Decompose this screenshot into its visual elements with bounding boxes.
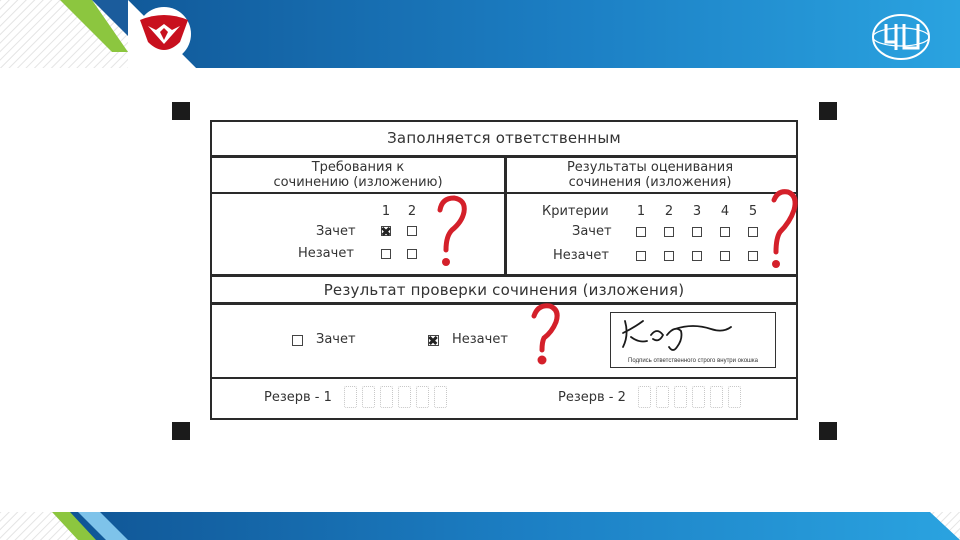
question-mark-icon (432, 194, 472, 270)
final-pass-label: Зачет (316, 332, 356, 347)
criteria-col-1: 1 (636, 204, 646, 219)
requirements-header-line1: Требования к (311, 160, 405, 175)
reserve1-label: Резерв - 1 (264, 390, 332, 405)
results-header-line1: Результаты оценивания (566, 160, 734, 175)
requirements-fail-label: Незачет (298, 246, 354, 261)
criteria-fail-label: Незачет (553, 248, 609, 263)
criteria-col-5: 5 (748, 204, 758, 219)
criteria-col-2: 2 (664, 204, 674, 219)
criteria-fail-1-checkbox[interactable] (636, 251, 646, 261)
requirements-fail-1-checkbox[interactable] (381, 249, 391, 259)
footer-bar (0, 512, 960, 540)
criteria-col-4: 4 (720, 204, 730, 219)
criteria-pass-1-checkbox[interactable] (636, 227, 646, 237)
requirements-pass-1-checkbox[interactable] (381, 226, 391, 236)
signature-box[interactable] (610, 312, 776, 368)
criteria-label: Критерии (542, 204, 609, 219)
criteria-pass-5-checkbox[interactable] (748, 227, 758, 237)
criteria-fail-3-checkbox[interactable] (692, 251, 702, 261)
criteria-pass-3-checkbox[interactable] (692, 227, 702, 237)
institute-logo-icon (870, 12, 932, 62)
results-header-line2: сочинения (изложения) (568, 175, 732, 190)
criteria-fail-5-checkbox[interactable] (748, 251, 758, 261)
requirements-fail-2-checkbox[interactable] (407, 249, 417, 259)
emblem-icon (134, 6, 194, 62)
header-bar (0, 0, 960, 68)
requirements-pass-label: Зачет (316, 224, 356, 239)
criteria-pass-label: Зачет (572, 224, 612, 239)
form-title: Заполняется ответственным (387, 129, 621, 147)
question-mark-icon (764, 186, 804, 272)
reserve2-label: Резерв - 2 (558, 390, 626, 405)
registration-marker-bottom-left (172, 422, 190, 440)
registration-marker-top-right (819, 102, 837, 120)
criteria-fail-2-checkbox[interactable] (664, 251, 674, 261)
registration-marker-bottom-right (819, 422, 837, 440)
final-fail-checkbox[interactable] (428, 335, 439, 346)
registration-marker-top-left (172, 102, 190, 120)
criteria-pass-2-checkbox[interactable] (664, 227, 674, 237)
criteria-col-3: 3 (692, 204, 702, 219)
question-mark-icon (528, 302, 568, 368)
signature-caption: Подпись ответственного строго внутри окошка (628, 358, 758, 364)
requirements-header-line2: сочинению (изложению) (273, 175, 443, 190)
criteria-fail-4-checkbox[interactable] (720, 251, 730, 261)
evaluation-form (210, 120, 798, 420)
check-result-title: Результат проверки сочинения (изложения) (323, 281, 685, 299)
criteria-pass-4-checkbox[interactable] (720, 227, 730, 237)
final-fail-label: Незачет (452, 332, 508, 347)
requirements-pass-2-checkbox[interactable] (407, 226, 417, 236)
final-pass-checkbox[interactable] (292, 335, 303, 346)
signature-scribble (611, 313, 774, 353)
requirements-col-2: 2 (407, 204, 417, 219)
requirements-col-1: 1 (381, 204, 391, 219)
